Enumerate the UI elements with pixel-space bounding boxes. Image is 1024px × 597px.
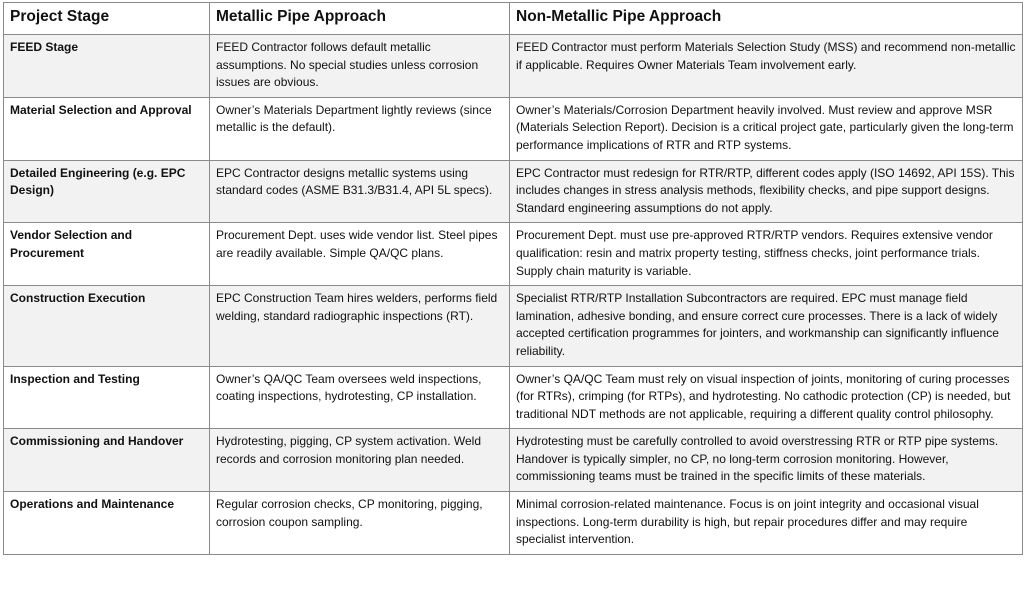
metallic-cell: Procurement Dept. uses wide vendor list. Steel pipes are readily available. Simple QA/QC plans. [210,223,510,286]
header-row [4,3,1023,35]
table-row [4,223,1023,286]
table-body [4,35,1023,555]
metallic-cell: Hydrotesting, pigging, CP system activation. Weld records and corrosion monitoring plan needed. [210,429,510,492]
stage-cell: FEED Stage [4,35,210,98]
metallic-cell: Owner’s Materials Department lightly reviews (since metallic is the default). [210,97,510,160]
metallic-cell: Regular corrosion checks, CP monitoring, pigging, corrosion coupon sampling. [210,492,510,555]
stage-cell: Vendor Selection and Procurement [4,223,210,286]
stage-cell: Detailed Engineering (e.g. EPC Design) [4,160,210,223]
non-metallic-cell: Owner’s Materials/Corrosion Department heavily involved. Must review and approve MSR (Materials Selection Report). Decision is a critical project gate, particularly given the long-term performance implications of RTR and RTP systems. [510,97,1023,160]
non-metallic-cell: Hydrotesting must be carefully controlled to avoid overstressing RTR or RTP pipe systems. Handover is typically simpler, no CP, no long-term corrosion monitoring. However, commissioning teams must be trained in the specific limits of these materials. [510,429,1023,492]
stage-cell: Commissioning and Handover [4,429,210,492]
metallic-cell: Owner’s QA/QC Team oversees weld inspections, coating inspections, hydrotesting, CP installation. [210,366,510,429]
table-row [4,492,1023,555]
table-row [4,286,1023,366]
table-row [4,429,1023,492]
stage-cell: Inspection and Testing [4,366,210,429]
non-metallic-cell: FEED Contractor must perform Materials Selection Study (MSS) and recommend non-metallic if applicable. Requires Owner Materials Team involvement early. [510,35,1023,98]
table-row [4,160,1023,223]
comparison-table [3,2,1023,555]
comparison-table-container [3,2,1022,555]
non-metallic-cell: EPC Contractor must redesign for RTR/RTP, different codes apply (ISO 14692, API 15S). This includes changes in stress analysis methods, flexibility checks, and pipe support designs. Standard engineering assumptions do not apply. [510,160,1023,223]
stage-cell: Material Selection and Approval [4,97,210,160]
stage-cell: Operations and Maintenance [4,492,210,555]
non-metallic-cell: Owner’s QA/QC Team must rely on visual inspection of joints, monitoring of curing processes (for RTRs), crimping (for RTPs), and hydrotesting. No cathodic protection (CP) is needed, but traditional NDT methods are not applicable, requiring a different quality control philosophy. [510,366,1023,429]
table-row [4,366,1023,429]
non-metallic-cell: Minimal corrosion-related maintenance. Focus is on joint integrity and occasional visual inspections. Long-term durability is high, but repair procedures differ and may require specialist intervention. [510,492,1023,555]
header-project-stage: Project Stage [4,3,210,35]
table-header [4,3,1023,35]
non-metallic-cell: Specialist RTR/RTP Installation Subcontractors are required. EPC must manage field lamination, adhesive bonding, and ensure correct cure processes. There is a lack of widely accepted certification programmes for jointers, and workmanship can significantly influence reliability. [510,286,1023,366]
header-non-metallic-approach: Non-Metallic Pipe Approach [510,3,1023,35]
metallic-cell: EPC Construction Team hires welders, performs field welding, standard radiographic inspections (RT). [210,286,510,366]
metallic-cell: FEED Contractor follows default metallic assumptions. No special studies unless corrosion issues are obvious. [210,35,510,98]
metallic-cell: EPC Contractor designs metallic systems using standard codes (ASME B31.3/B31.4, API 5L specs). [210,160,510,223]
header-metallic-approach: Metallic Pipe Approach [210,3,510,35]
non-metallic-cell: Procurement Dept. must use pre-approved RTR/RTP vendors. Requires extensive vendor qualification: resin and matrix property testing, stiffness checks, joint performance trials. Supply chain maturity is variable. [510,223,1023,286]
table-row [4,35,1023,98]
table-row [4,97,1023,160]
stage-cell: Construction Execution [4,286,210,366]
